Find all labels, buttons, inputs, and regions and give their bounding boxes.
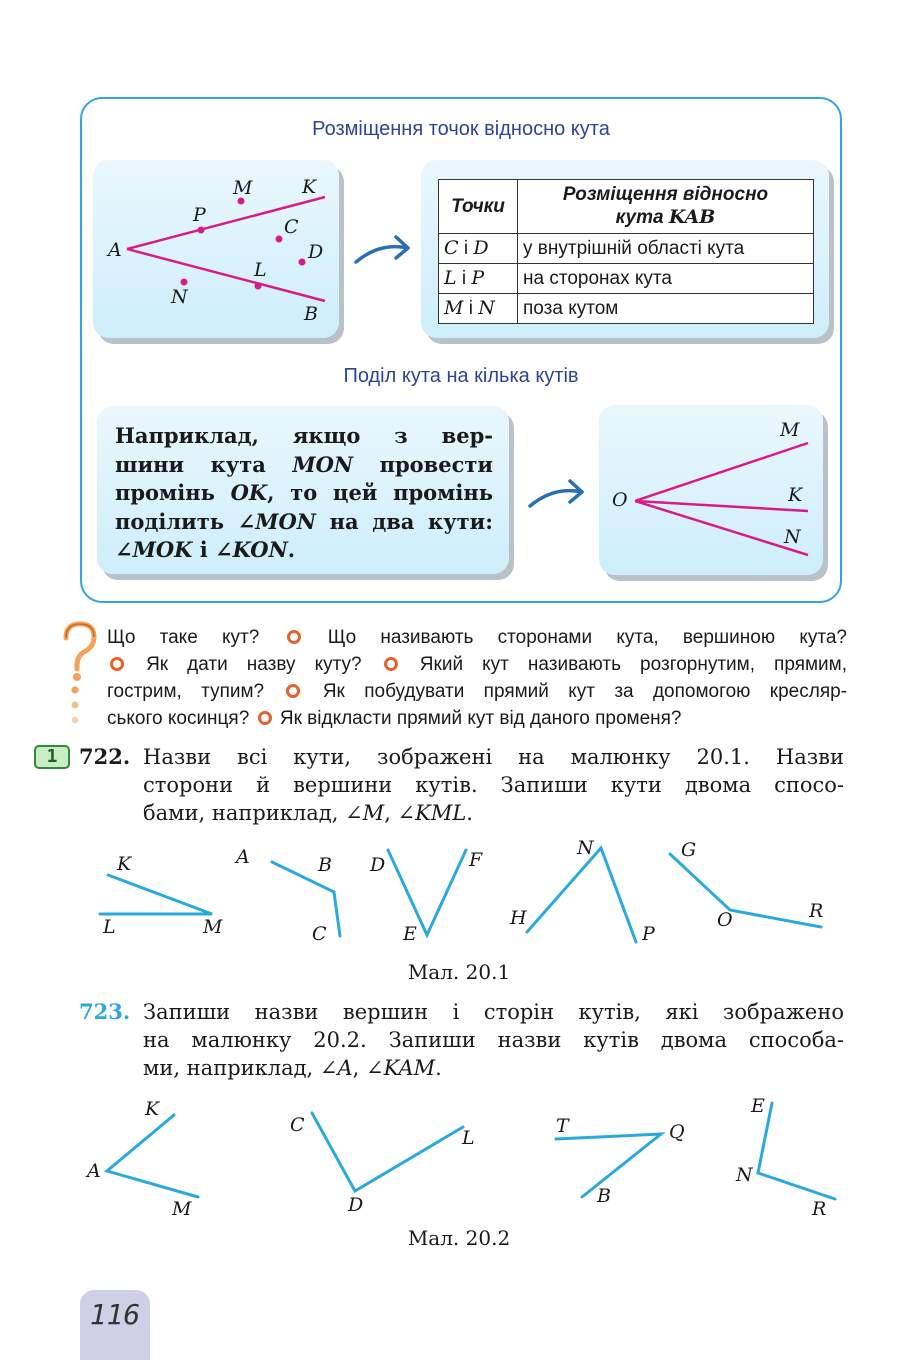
bullet-icon	[384, 657, 398, 671]
point-d	[299, 259, 306, 266]
fig2-label: C	[290, 1114, 305, 1136]
fig2-label: E	[751, 1095, 765, 1117]
page-number-tab	[80, 1290, 150, 1360]
fig1-label: H	[510, 907, 527, 929]
caption-20-2: Мал. 20.2	[407, 1226, 511, 1250]
label-k: K	[788, 484, 803, 506]
fig1-label: P	[642, 923, 655, 945]
fig2-label: R	[812, 1198, 827, 1220]
arrow-right-icon	[350, 230, 414, 270]
fig2-label: L	[462, 1127, 475, 1149]
label-o: O	[612, 489, 628, 511]
task-723-number: 723.	[79, 999, 131, 1024]
arrow-right-icon	[524, 474, 588, 514]
label-d: D	[308, 241, 324, 263]
header-position: Розміщення відносно кута KAB	[518, 180, 814, 234]
table-panel	[421, 160, 829, 338]
task-722-number: 722.	[79, 744, 131, 769]
label-n: N	[784, 526, 801, 548]
fig2-label: D	[348, 1194, 364, 1216]
question-mark-icon	[58, 620, 98, 730]
figure-panel-points	[93, 160, 339, 338]
fig1-label: B	[318, 854, 332, 876]
fig1-label: M	[203, 916, 223, 938]
bullet-icon	[258, 711, 272, 725]
fig1-label: O	[717, 909, 733, 931]
fig2-label: M	[172, 1198, 192, 1220]
figure-panel-mon	[599, 405, 823, 575]
point-c	[276, 236, 283, 243]
label-p: P	[193, 204, 206, 226]
fig2-label: A	[87, 1160, 101, 1182]
fig1-label: R	[809, 900, 824, 922]
fig2-label: B	[597, 1185, 611, 1207]
point-n	[181, 279, 188, 286]
fig1-label: A	[236, 846, 250, 868]
label-k: K	[302, 176, 317, 198]
label-c: C	[284, 216, 299, 238]
label-a: A	[108, 239, 122, 261]
figure-20-2	[90, 1095, 850, 1225]
fig2-label: Q	[669, 1121, 685, 1143]
table-row: L і P на сторонах кута	[439, 264, 814, 294]
label-m: M	[233, 177, 253, 199]
fig1-label: K	[117, 853, 132, 875]
bullet-icon	[286, 684, 300, 698]
table-row: C і D у внутрішній області кута	[439, 234, 814, 264]
fig1-label: E	[403, 923, 417, 945]
fig1-label: G	[681, 839, 697, 861]
label-m: M	[780, 419, 800, 441]
table-row: M і N поза кутом	[439, 294, 814, 324]
heading-angle-division: Поділ кута на кілька кутів	[343, 365, 579, 387]
fig1-label: N	[577, 837, 594, 859]
questions-block: Що таке кут? Що називають сторонами кута, вершиною кута? Як дати назву куту? Який кут називають розгорнутим, прямим, гострим, тупим? Як побудувати прямий кут за допомогою кресляр- ського косинця? Як відкласти прямий кут від даного променя?	[107, 627, 848, 729]
bullet-icon	[287, 630, 301, 644]
fig1-label: D	[370, 854, 386, 876]
heading-point-placement: Розміщення точок відносно кута	[312, 118, 610, 140]
point-l	[255, 283, 262, 290]
caption-20-1: Мал. 20.1	[407, 960, 511, 984]
fig1-label: F	[469, 849, 483, 871]
points-placement-table	[438, 179, 814, 324]
point-p	[198, 227, 205, 234]
example-text: Наприклад, якщо з вер- шини кута MON провести промінь OK, то цей промінь поділить ∠MON на два кути: ∠MOK і ∠KON.	[115, 423, 493, 562]
label-b: B	[304, 303, 318, 325]
fig1-label: C	[312, 923, 327, 945]
header-points: Точки	[439, 180, 518, 234]
fig2-label: K	[145, 1098, 160, 1120]
fig2-label: T	[556, 1115, 569, 1137]
fig1-label: L	[103, 916, 116, 938]
bullet-icon	[110, 657, 124, 671]
example-panel	[97, 406, 509, 574]
task-722-text: Назви всі кути, зображені на малюнку 20.1. Назви сторони й вершини кутів. Запиши кути двома спосо- бами, наприклад, ∠M, ∠KML.	[143, 745, 844, 825]
label-l: L	[254, 259, 267, 281]
task-723-text: Запиши назви вершин і сторін кутів, які зображено на малюнку 20.2. Запиши назви кутів двома способа- ми, наприклад, ∠A, ∠KAM.	[143, 1000, 844, 1080]
level-badge: 1	[34, 745, 70, 769]
fig2-label: N	[736, 1164, 753, 1186]
label-n: N	[171, 286, 188, 308]
page-number: 116	[89, 1298, 141, 1331]
